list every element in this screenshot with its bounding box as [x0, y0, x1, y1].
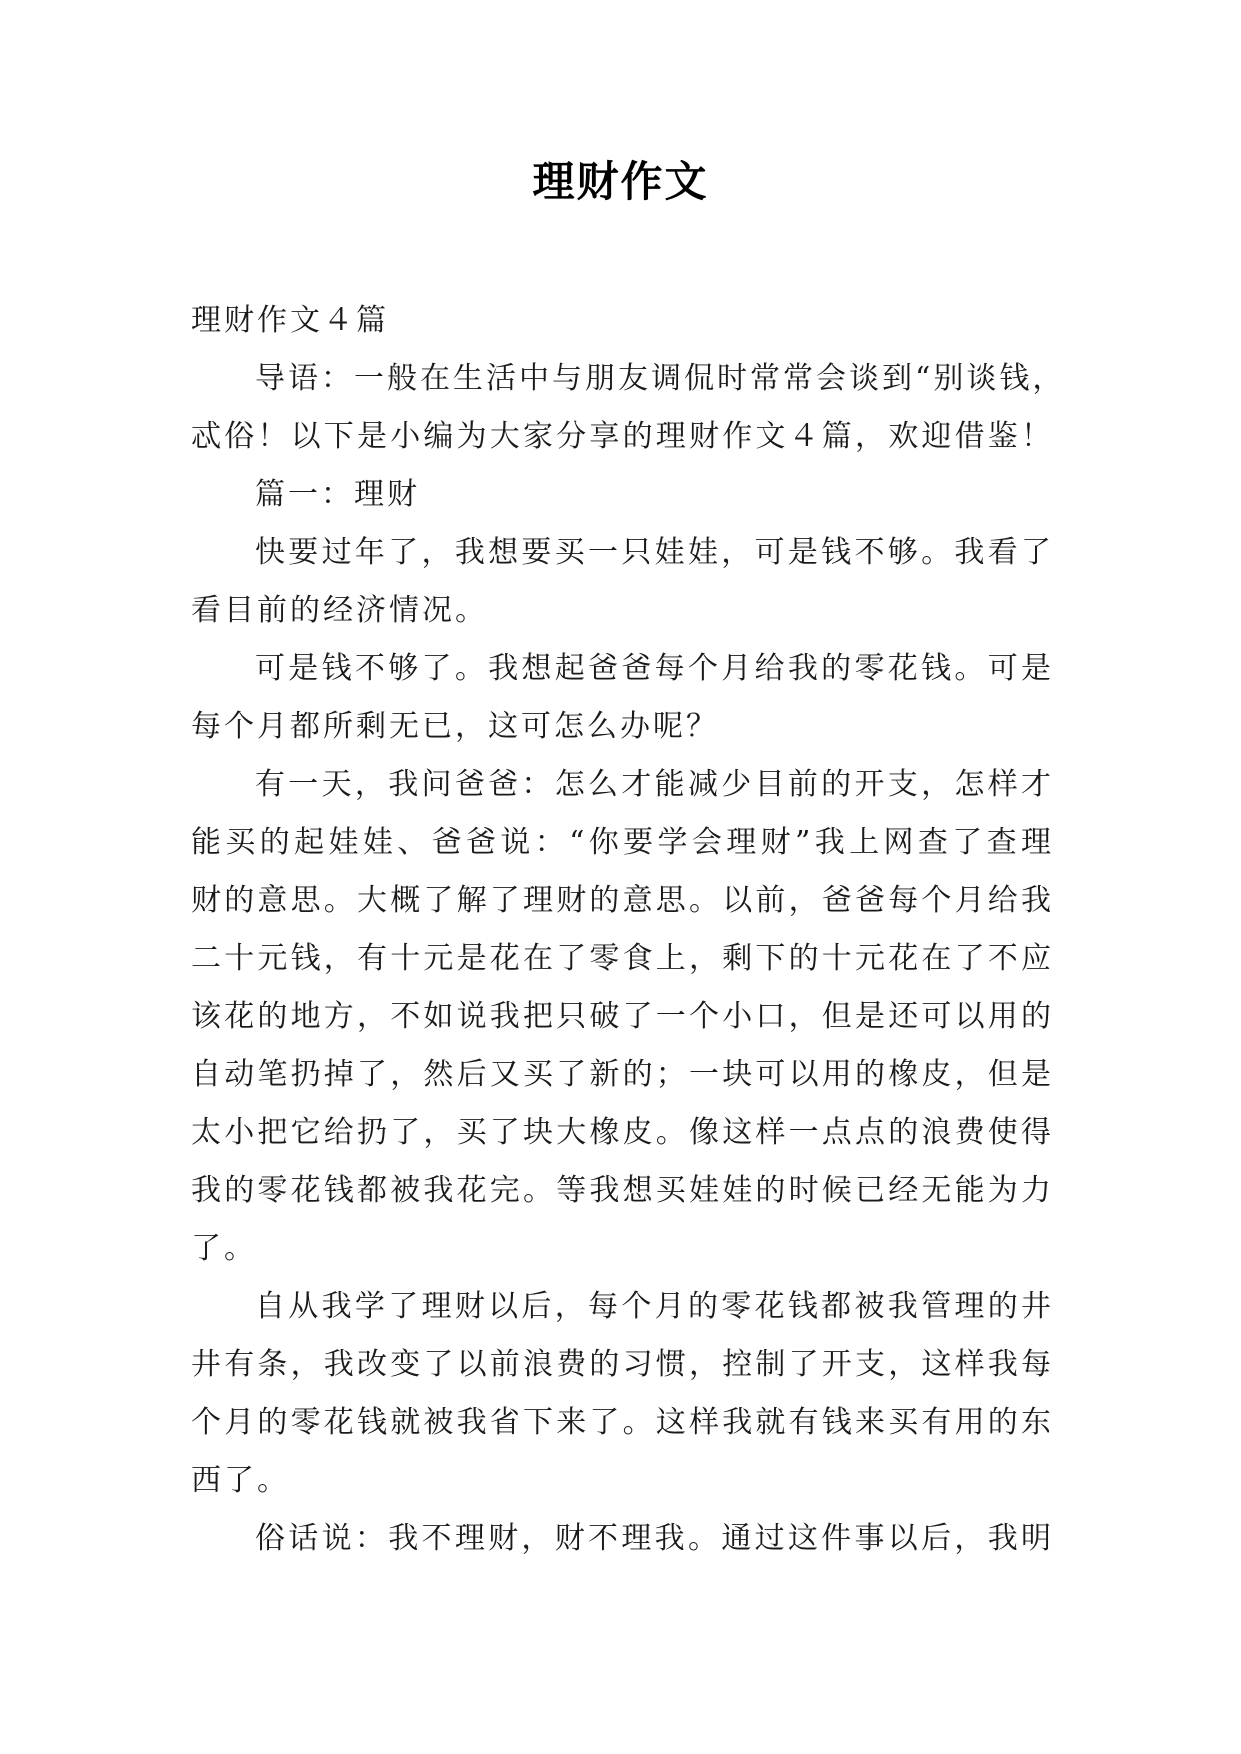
paragraph-line: 二十元钱，有十元是花在了零食上，剩下的十元花在了不应 — [191, 941, 1054, 976]
paragraph-line: 有一天，我问爸爸：怎么才能减少目前的开支，怎样才 — [255, 767, 1054, 802]
paragraph-line: 每个月都所剩无已，这可怎么办呢？ — [191, 709, 719, 744]
document-title: 理财作文 — [532, 157, 709, 206]
paragraph-line: 可是钱不够了。我想起爸爸每个月给我的零花钱。可是 — [255, 651, 1054, 686]
paragraph-line: 财的意思。大概了解了理财的意思。以前，爸爸每个月给我 — [191, 883, 1054, 918]
paragraph-line: 俗话说：我不理财，财不理我。通过这件事以后，我明 — [255, 1521, 1054, 1556]
paragraph-line: 自动笔扔掉了，然后又买了新的；一块可以用的橡皮，但是 — [191, 1057, 1054, 1092]
paragraph-line: 个月的零花钱就被我省下来了。这样我就有钱来买有用的东 — [191, 1405, 1054, 1440]
paragraph-line: 西了。 — [191, 1463, 290, 1498]
paragraph-line: 井有条，我改变了以前浪费的习惯，控制了开支，这样我每 — [191, 1347, 1054, 1382]
document-body — [191, 292, 1066, 1568]
paragraph-line: 理财作文４篇 — [191, 303, 389, 338]
paragraph-line: 该花的地方，不如说我把只破了一个小口，但是还可以用的 — [191, 999, 1054, 1034]
paragraph-line: 快要过年了，我想要买一只娃娃，可是钱不够。我看了 — [255, 535, 1054, 570]
paragraph-line: 篇一：理财 — [255, 477, 420, 512]
paragraph-line: 太小把它给扔了，买了块大橡皮。像这样一点点的浪费使得 — [191, 1115, 1054, 1150]
paragraph-line: 导语：一般在生活中与朋友调侃时常常会谈到“别谈钱， — [255, 361, 1066, 396]
paragraph-line: 看目前的经济情况。 — [191, 593, 488, 628]
paragraph-line: 了。 — [191, 1231, 257, 1266]
paragraph-line: 自从我学了理财以后，每个月的零花钱都被我管理的井 — [255, 1289, 1054, 1324]
paragraph-line: 我的零花钱都被我花完。等我想买娃娃的时候已经无能为力 — [191, 1173, 1054, 1208]
paragraph-line: 能买的起娃娃、爸爸说：“你要学会理财”我上网查了查理 — [191, 825, 1054, 860]
paragraph-line: 忒俗！以下是小编为大家分享的理财作文４篇，欢迎借鉴！ — [191, 419, 1054, 454]
